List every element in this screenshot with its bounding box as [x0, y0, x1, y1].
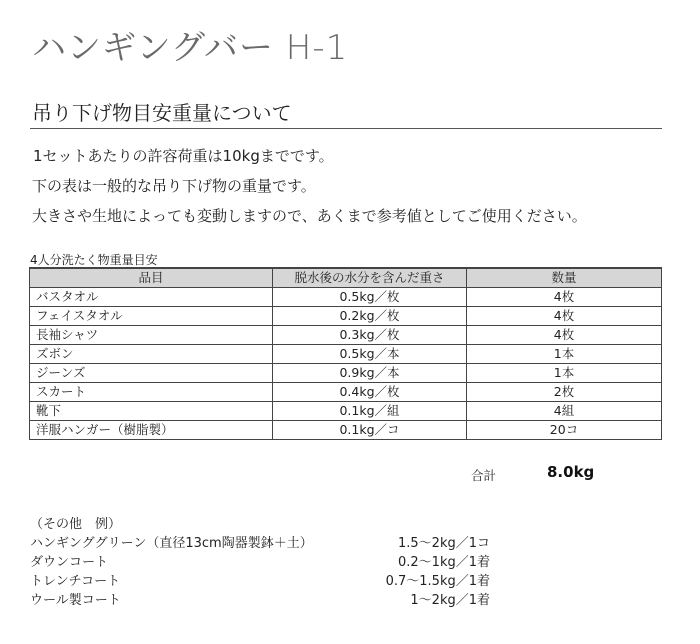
header-item: 品目 [30, 268, 273, 288]
intro-text [32, 141, 587, 231]
other-examples [30, 515, 490, 610]
table-row [30, 402, 662, 421]
intro-line-disclaimer: 大きさや生地によっても変動しますので、あくまで参考値としてご使用ください。 [32, 207, 587, 225]
table-row [30, 364, 662, 383]
cell-quantity: 4組 [467, 402, 662, 421]
page-title: ハンギングバー H-1 [32, 28, 349, 68]
cell-item: 長袖シャツ [30, 326, 273, 345]
other-item-weight: 1.5～2kg／1コ [398, 536, 490, 551]
cell-item: ジーンズ [30, 364, 273, 383]
cell-quantity: 20コ [467, 421, 662, 440]
cell-weight: 0.3kg／枚 [273, 326, 467, 345]
cell-weight: 0.1kg／組 [273, 402, 467, 421]
cell-quantity: 4枚 [467, 288, 662, 307]
cell-weight: 0.2kg／枚 [273, 307, 467, 326]
cell-quantity: 2枚 [467, 383, 662, 402]
table-row [30, 326, 662, 345]
cell-weight: 0.5kg／枚 [273, 288, 467, 307]
other-item-weight: 0.7～1.5kg／1着 [385, 574, 490, 589]
other-item-name: トレンチコート [30, 574, 121, 589]
intro-line-load-limit: 1セットあたりの許容荷重は10kgまでです。 [33, 147, 334, 165]
list-item [30, 572, 490, 591]
cell-item: 靴下 [30, 402, 273, 421]
table-header-row [30, 268, 662, 288]
other-item-name: ハンギンググリーン（直径13cm陶器製鉢＋土） [30, 536, 313, 551]
total-value: 8.0kg [547, 463, 595, 481]
header-weight: 脱水後の水分を含んだ重さ [273, 268, 467, 288]
table-row [30, 383, 662, 402]
total-label: 合計 [471, 468, 497, 483]
other-item-weight: 0.2～1kg／1着 [398, 555, 490, 570]
table-row [30, 421, 662, 440]
cell-quantity: 1本 [467, 364, 662, 383]
laundry-weight-table [29, 267, 662, 440]
cell-quantity: 4枚 [467, 307, 662, 326]
section-heading: 吊り下げ物目安重量について [32, 101, 292, 125]
cell-item: バスタオル [30, 288, 273, 307]
table-caption: 4人分洗たく物重量目安 [30, 253, 158, 267]
cell-weight: 0.4kg／枚 [273, 383, 467, 402]
cell-item: フェイスタオル [30, 307, 273, 326]
header-quantity: 数量 [467, 268, 662, 288]
list-item [30, 553, 490, 572]
cell-item: 洋服ハンガー（樹脂製） [30, 421, 273, 440]
table-row [30, 288, 662, 307]
other-item-name: ダウンコート [30, 555, 109, 570]
cell-weight: 0.5kg／本 [273, 345, 467, 364]
cell-quantity: 4枚 [467, 326, 662, 345]
heading-divider [30, 128, 662, 129]
other-examples-title: （その他 例） [30, 517, 122, 532]
cell-item: スカート [30, 383, 273, 402]
intro-line-table-note: 下の表は一般的な吊り下げ物の重量です。 [32, 177, 316, 195]
list-item [30, 534, 490, 553]
table-row [30, 307, 662, 326]
table-row [30, 345, 662, 364]
cell-weight: 0.1kg／コ [273, 421, 467, 440]
cell-quantity: 1本 [467, 345, 662, 364]
other-item-name: ウール製コート [30, 593, 121, 608]
other-item-weight: 1～2kg／1着 [410, 593, 490, 608]
cell-weight: 0.9kg／本 [273, 364, 467, 383]
list-item [30, 591, 490, 610]
cell-item: ズボン [30, 345, 273, 364]
